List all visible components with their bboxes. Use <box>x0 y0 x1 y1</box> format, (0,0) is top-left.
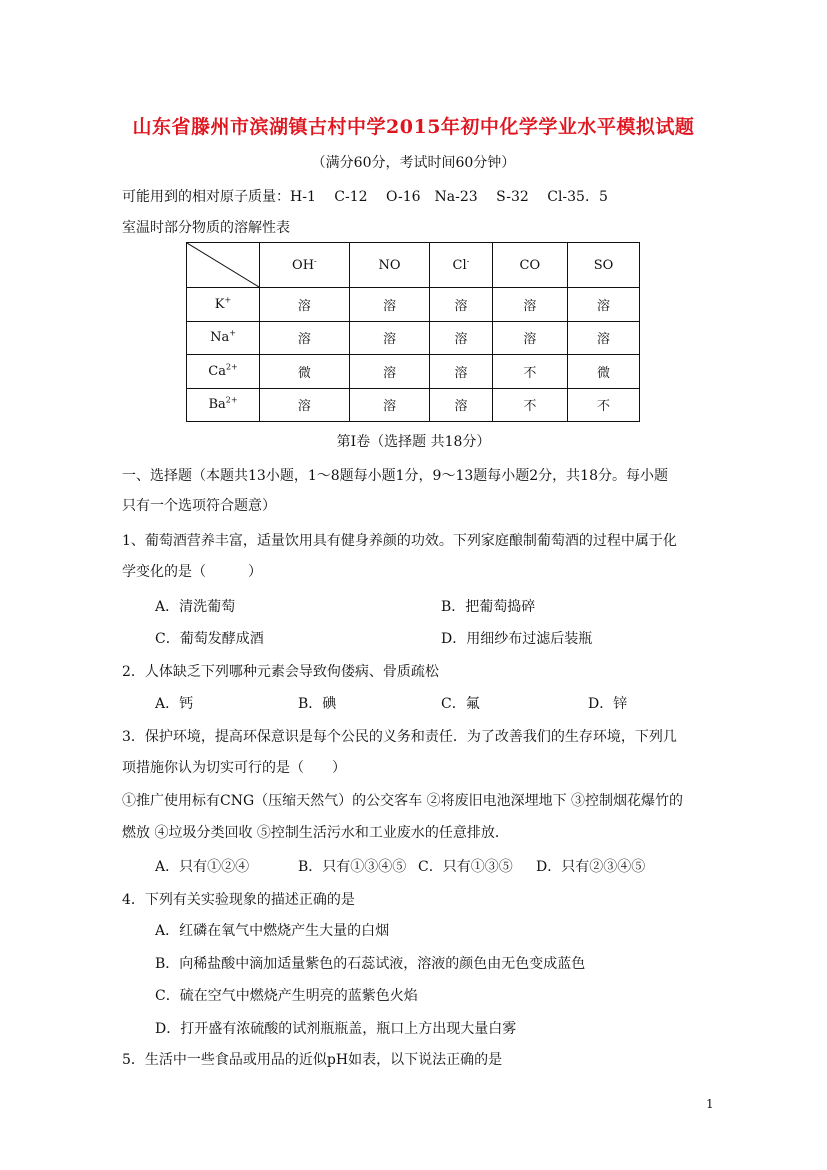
row-header: K+ <box>187 288 260 322</box>
table-cell: 不 <box>568 388 640 422</box>
table-row <box>187 355 640 389</box>
table-caption: 室温时部分物质的溶解性表 <box>122 220 290 236</box>
q2-option-b: B．碘 <box>298 696 337 712</box>
table-cell: 溶 <box>349 321 430 355</box>
table-cell: 溶 <box>430 288 492 322</box>
q2-option-d: D．锌 <box>588 696 628 712</box>
table-cell: 不 <box>492 388 568 422</box>
row-header: $Ba^{2+}$ <box>187 388 260 422</box>
row-header: $Ca^{2+}$ <box>187 355 260 389</box>
column-header: CO <box>492 243 568 288</box>
column-header: NO <box>349 243 430 288</box>
question-1-stem: 1、葡萄酒营养丰富，适量饮用具有健身养颜的功效。下列家庭酿制葡萄酒的过程中属于化 <box>122 533 677 549</box>
q2-option-c: C．氟 <box>441 696 480 712</box>
atomic-mass-line: 可能用到的相对原子质量：H-1 C-12 O-16 Na-23 S-32 Cl-35．5 <box>122 189 608 205</box>
question-2-stem: 2．人体缺乏下列哪种元素会导致佝偻病、骨质疏松 <box>122 664 439 680</box>
table-cell: 溶 <box>260 388 350 422</box>
q4-option-c: C．硫在空气中燃烧产生明亮的蓝紫色火焰 <box>155 988 418 1004</box>
q1-option-b: B．把葡萄捣碎 <box>441 599 536 615</box>
q2-option-a: A．钙 <box>155 696 194 712</box>
table-cell: 溶 <box>349 355 430 389</box>
q1-option-a: A．清洗葡萄 <box>155 599 236 615</box>
q3-option-a: A．只有①②④ <box>155 859 250 875</box>
diagonal-corner-cell <box>187 243 260 288</box>
solubility-table <box>186 242 640 422</box>
question-3-stem: 3．保护环境，提高环保意识是每个公民的义务和责任．为了改善我们的生存环境，下列几 <box>122 729 677 745</box>
column-header: Cl- <box>430 243 492 288</box>
q4-option-a: A．红磷在氧气中燃烧产生大量的白烟 <box>155 923 390 939</box>
table-row <box>187 321 640 355</box>
section-title: 第Ⅰ卷（选择题 共18分） <box>336 434 491 450</box>
table-cell: 溶 <box>349 388 430 422</box>
question-3-measures: ①推广使用标有CNG（压缩天然气）的公交客车 ②将废旧电池深埋地下 ③控制烟花爆竹的 <box>122 793 684 809</box>
table-cell: 溶 <box>492 288 568 322</box>
table-cell: 溶 <box>260 288 350 322</box>
q3-option-d: D．只有②③④⑤ <box>536 859 646 875</box>
question-4-stem: 4．下列有关实验现象的描述正确的是 <box>122 892 355 908</box>
q3-option-c: C．只有①③⑤ <box>418 859 513 875</box>
diagonal-line <box>187 243 259 287</box>
exam-title: 山东省滕州市滨湖镇古村中学2015年初中化学学业水平模拟试题 <box>132 116 695 138</box>
column-header: SO <box>568 243 640 288</box>
table-cell: 溶 <box>430 355 492 389</box>
table-cell: 溶 <box>492 321 568 355</box>
question-5-stem: 5．生活中一些食品或用品的近似pH如表，以下说法正确的是 <box>122 1052 503 1068</box>
q1-option-c: C．葡萄发酵成酒 <box>155 631 264 647</box>
table-cell: 溶 <box>260 321 350 355</box>
q4-option-d: D．打开盛有浓硫酸的试剂瓶瓶盖，瓶口上方出现大量白雾 <box>155 1021 517 1037</box>
table-cell: 溶 <box>430 388 492 422</box>
table-cell: 不 <box>492 355 568 389</box>
exam-subtitle: （满分60分，考试时间60分钟） <box>311 155 516 171</box>
table-cell: 溶 <box>349 288 430 322</box>
question-3-measures: 燃放 ④垃圾分类回收 ⑤控制生活污水和工业废水的任意排放． <box>122 825 509 841</box>
table-cell: 溶 <box>430 321 492 355</box>
page-number: 1 <box>706 1097 714 1111</box>
instructions-line: 一、选择题（本题共13小题，1～8题每小题1分，9～13题每小题2分，共18分。每小题 <box>122 468 668 484</box>
column-header: OH- <box>260 243 350 288</box>
table-row <box>187 388 640 422</box>
q4-option-b: B．向稀盐酸中滴加适量紫色的石蕊试液，溶液的颜色由无色变成蓝色 <box>155 956 586 972</box>
q3-option-b: B．只有①③④⑤ <box>298 859 407 875</box>
table-cell: 溶 <box>568 321 640 355</box>
instructions-line: 只有一个选项符合题意） <box>122 498 276 514</box>
table-cell: 微 <box>568 355 640 389</box>
table-header-row <box>187 243 640 288</box>
question-3-stem: 项措施你认为切实可行的是（ ） <box>122 760 346 776</box>
row-header: Na+ <box>187 321 260 355</box>
table-cell: 溶 <box>568 288 640 322</box>
table-cell: 微 <box>260 355 350 389</box>
question-1-stem: 学变化的是（ ） <box>122 564 262 580</box>
q1-option-d: D．用细纱布过滤后装瓶 <box>441 631 593 647</box>
table-row <box>187 288 640 322</box>
